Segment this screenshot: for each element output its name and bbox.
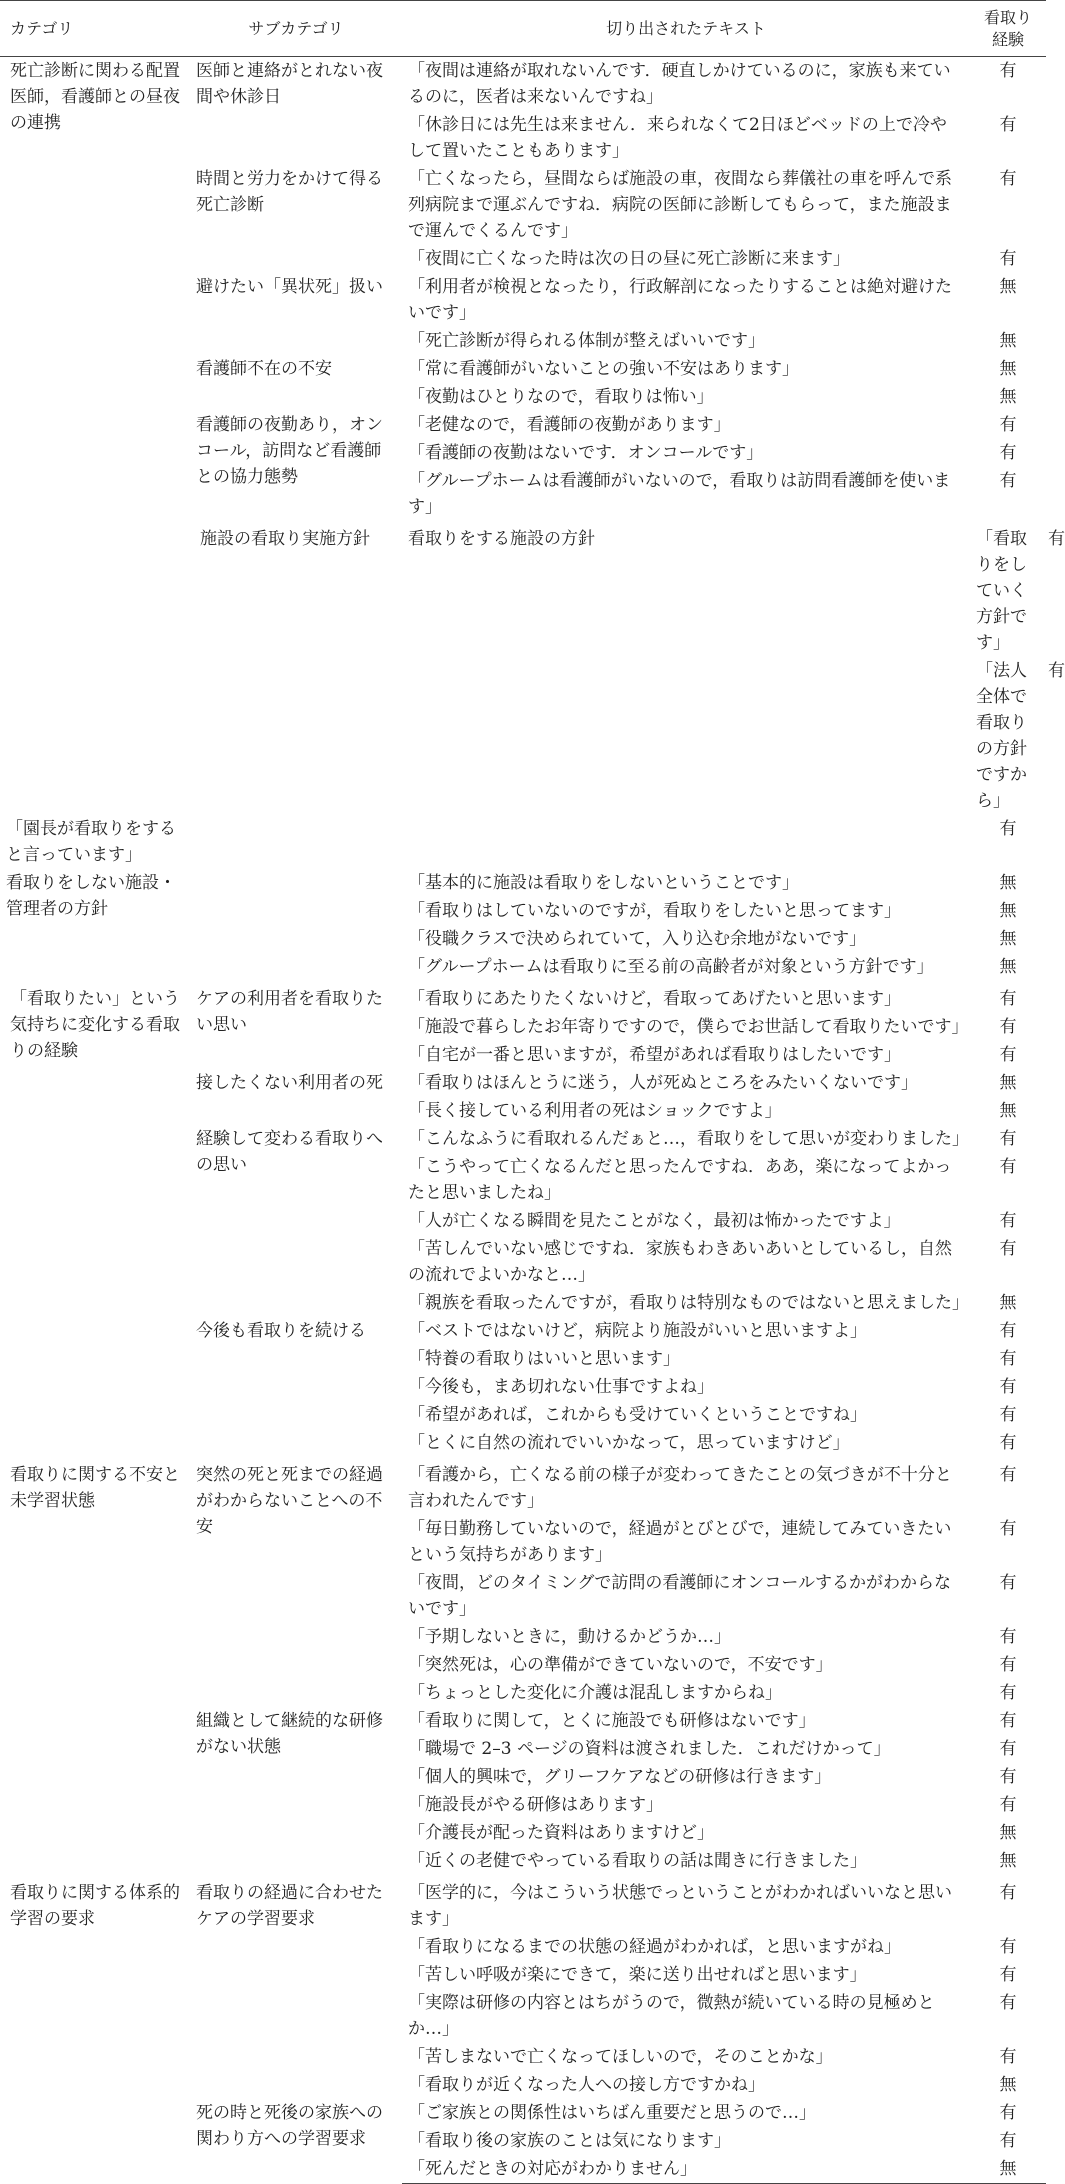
experience-cell: 有	[999, 1349, 1017, 1369]
quote-cell: 「こうやって亡くなるんだと思ったんですね．ああ，楽になってよかったと思いましたね」	[408, 1157, 952, 1203]
experience-cell: 無	[999, 1101, 1017, 1121]
quote-cell: 「今後も，まあ切れない仕事ですよね」	[408, 1377, 714, 1397]
quote-cell: 「看取り後の家族のことは気になります」	[408, 2131, 731, 2151]
subcategory-cell: 看護師の夜勤あり，オンコール，訪問など看護師との協力態勢	[196, 415, 383, 487]
experience-cell: 無	[999, 331, 1017, 351]
experience-cell: 有	[999, 1321, 1017, 1341]
quote-cell: 「法人全体で看取りの方針ですから」	[976, 661, 1027, 811]
experience-cell: 有	[999, 1017, 1017, 1037]
subcategory-cell: 時間と労力をかけて得る死亡診断	[196, 169, 383, 215]
quote-cell: 「グループホームは看護師がいないので，看取りは訪問看護師を使います」	[408, 471, 951, 517]
subcategory-cell: ケアの利用者を看取りたい思い	[196, 989, 383, 1035]
experience-cell: 無	[999, 1073, 1017, 1093]
category-cell: 死亡診断に関わる配置医師，看護師との昼夜の連携	[10, 61, 180, 133]
table-row: 「法人全体で看取りの方針ですから」 有	[0, 657, 1046, 815]
experience-cell: 有	[999, 1157, 1017, 1177]
table-header	[0, 1, 1046, 57]
quote-cell: 「予期しないときに，動けるかどうか…」	[408, 1627, 731, 1647]
experience-cell: 有	[999, 819, 1017, 839]
experience-cell: 有	[999, 61, 1017, 81]
quote-cell: 「苦しまないで亡くなってほしいので，そのことかな」	[408, 2047, 833, 2067]
category-cell: 看取りに関する不安と未学習状態	[10, 1465, 180, 1511]
experience-cell: 無	[999, 2075, 1017, 2095]
table-row	[0, 1457, 1046, 1515]
quote-cell: 「自宅が一番と思いますが，希望があれば看取りはしたいです」	[408, 1045, 901, 1065]
experience-cell: 有	[999, 1711, 1017, 1731]
experience-cell: 有	[999, 2047, 1017, 2067]
quote-cell: 「希望があれば，これからも受けていくということですね」	[408, 1405, 867, 1425]
quote-cell: 「看取りはしていないのですが，看取りをしたいと思ってます」	[408, 901, 901, 921]
experience-cell: 有	[999, 169, 1017, 189]
quote-cell: 「長く接している利用者の死はショックですよ」	[408, 1101, 782, 1121]
experience-cell: 無	[999, 957, 1017, 977]
quote-cell: 「休診日には先生は来ません．来られなくて2日ほどベッドの上で冷やして置いたこともあります」	[408, 115, 947, 161]
quote-cell: 「看護師の夜勤はないです．オンコールです」	[408, 443, 764, 463]
text-header: 切り出されたテキスト	[402, 1, 970, 57]
quote-cell: 「特養の看取りはいいと思います」	[408, 1349, 680, 1369]
experience-cell: 無	[999, 277, 1017, 297]
experience-cell: 有	[999, 1377, 1017, 1397]
quote-cell: 「夜間，どのタイミングで訪問の看護師にオンコールするかがわからないです」	[408, 1573, 951, 1619]
experience-cell: 有	[999, 1045, 1017, 1065]
subcategory-cell: 看取りの経過に合わせたケアの学習要求	[196, 1883, 383, 1929]
experience-cell: 有	[999, 1883, 1017, 1903]
experience-cell: 無	[999, 1823, 1017, 1843]
quote-cell: 「人が亡くなる瞬間を見たことがなく，最初は怖かったですよ」	[408, 1211, 901, 1231]
experience-cell: 有	[999, 1795, 1017, 1815]
quote-cell: 「死んだときの対応がわかりません」	[402, 2155, 970, 2184]
experience-cell: 有	[999, 1239, 1017, 1259]
quote-cell: 「亡くなったら，昼間ならば施設の車，夜間なら葬儀社の車を呼んで系列病院まで運ぶんですね．病院の医師に診断してもらって，また施設まで運んでくるんです」	[408, 169, 952, 241]
quote-cell: 「夜勤はひとりなので，看取りは怖い」	[408, 387, 714, 407]
subcategory-cell: 避けたい「異状死」扱い	[196, 277, 383, 297]
quote-cell: 「老健なので，看護師の夜勤があります」	[408, 415, 731, 435]
quote-cell: 「こんなふうに看取れるんだぁと…，看取りをして思いが変わりました」	[408, 1129, 969, 1149]
experience-cell: 有	[999, 1433, 1017, 1453]
experience-cell: 有	[999, 1965, 1017, 1985]
subcategory-cell: 医師と連絡がとれない夜間や休診日	[196, 61, 383, 107]
experience-cell: 有	[999, 115, 1017, 135]
subcategory-cell: 看護師不在の不安	[196, 359, 332, 379]
quote-cell: 「看取りに関して，とくに施設でも研修はないです」	[408, 1711, 816, 1731]
experience-cell: 無	[999, 1293, 1017, 1313]
quote-cell: 「グループホームは看取りに至る前の高齢者が対象という方針です」	[408, 957, 934, 977]
experience-cell: 無	[999, 1851, 1017, 1871]
experience-cell: 有	[999, 1937, 1017, 1957]
subcategory-header: サブカテゴリ	[190, 1, 402, 57]
experience-cell: 有	[999, 1405, 1017, 1425]
experience-cell: 有	[999, 1129, 1017, 1149]
experience-cell: 有	[999, 1767, 1017, 1787]
subcategory-cell: 死の時と死後の家族への関わり方への学習要求	[196, 2103, 383, 2149]
subcategory-cell: 接したくない利用者の死	[196, 1073, 383, 1093]
quote-cell: 「実際は研修の内容とはちがうので，微熱が続いている時の見極めとか…」	[408, 1993, 935, 2039]
subcategory-cell: 突然の死と死までの経過がわからないことへの不安	[196, 1465, 383, 1537]
quote-cell: 「苦しんでいない感じですね．家族もわきあいあいとしているし，自然の流れでよいかなと…」	[408, 1239, 952, 1285]
quote-cell: 「とくに自然の流れでいいかなって，思っていますけど」	[408, 1433, 850, 1453]
quote-cell: 「看取りになるまでの状態の経過がわかれば，と思いますがね」	[408, 1937, 901, 1957]
experience-cell: 無	[999, 901, 1017, 921]
quote-cell: 「看取りはほんとうに迷う，人が死ぬところをみたいくないです」	[408, 1073, 918, 1093]
experience-cell: 有	[999, 443, 1017, 463]
quote-cell: 「個人的興味で，グリーフケアなどの研修は行きます」	[408, 1767, 832, 1787]
table-row	[0, 57, 1046, 112]
quote-cell: 「ご家族との関係性はいちばん重要だと思うので…」	[408, 2103, 816, 2123]
quote-cell: 「親族を看取ったんですが，看取りは特別なものではないと思えました」	[408, 1293, 969, 1313]
experience-cell: 有	[999, 1627, 1017, 1647]
quote-cell: 「園長が看取りをすると言っています」	[6, 819, 176, 865]
experience-cell: 無	[970, 2155, 1046, 2184]
quote-cell: 「近くの老健でやっている看取りの話は聞きに行きました」	[408, 1851, 867, 1871]
table-body	[0, 57, 1065, 2184]
subcategory-cell: 看取りをしない施設・管理者の方針	[6, 873, 176, 919]
experience-cell: 有	[999, 1655, 1017, 1675]
quote-cell: 「介護長が配った資料はありますけど」	[408, 1823, 714, 1843]
quote-cell: 「職場で 2–3 ページの資料は渡されました．これだけかって」	[408, 1739, 891, 1759]
quote-cell: 「苦しい呼吸が楽にできて，楽に送り出せればと思います」	[408, 1965, 867, 1985]
experience-cell: 有	[999, 1519, 1017, 1539]
quote-cell: 「医学的に，今はこういう状態でっということがわかればいいなと思います」	[408, 1883, 952, 1929]
experience-cell: 有	[999, 1683, 1017, 1703]
quote-cell: 「役職クラスで決められていて，入り込む余地がないです」	[408, 929, 867, 949]
table-row	[0, 869, 1046, 897]
experience-cell: 無	[999, 929, 1017, 949]
subcategory-cell: 今後も看取りを続ける	[196, 1321, 366, 1341]
experience-cell: 有	[999, 1465, 1017, 1485]
quote-cell: 「利用者が検視となったり，行政解剖になったりすることは絶対避けたいです」	[408, 277, 952, 323]
category-cell: 「看取りたい」という気持ちに変化する看取りの経験	[10, 989, 180, 1061]
quote-cell: 「ちょっとした変化に介護は混乱しますからね」	[408, 1683, 782, 1703]
quote-cell: 「夜間に亡くなった時は次の日の昼に死亡診断に来ます」	[408, 249, 850, 269]
quote-cell: 「施設で暮らしたお年寄りですので，僕らでお世話して看取りたいです」	[408, 1017, 969, 1037]
quote-cell: 「看取りが近くなった人への接し方ですかね」	[408, 2075, 765, 2095]
subcategory-cell: 経験して変わる看取りへの思い	[196, 1129, 383, 1175]
quote-cell: 「突然死は，心の準備ができていないので，不安です」	[408, 1655, 833, 1675]
quote-cell: 「死亡診断が得られる体制が整えばいいです」	[408, 331, 765, 351]
quote-cell: 「看護から，亡くなる前の様子が変わってきたことの気づきが不十分と言われたんです」	[408, 1465, 952, 1511]
experience-cell: 有	[999, 1573, 1017, 1593]
quote-cell: 「常に看護師がいないことの強い不安はあります」	[408, 359, 799, 379]
table-row	[0, 1875, 1046, 1933]
experience-cell: 有	[999, 2103, 1017, 2123]
experience-cell: 有	[999, 249, 1017, 269]
experience-cell: 有	[999, 1993, 1017, 2013]
quote-cell: 「基本的に施設は看取りをしないということです」	[408, 873, 799, 893]
experience-cell: 有	[999, 1739, 1017, 1759]
subcategory-cell: 看取りをする施設の方針	[408, 529, 595, 549]
experience-header-label: 看取り経験	[984, 7, 1033, 49]
experience-cell: 有	[999, 1211, 1017, 1231]
quote-cell: 「ベストではないけど，病院より施設がいいと思いますよ」	[408, 1321, 867, 1341]
subcategory-cell: 組織として継続的な研修がない状態	[196, 1711, 383, 1757]
experience-header	[970, 1, 1046, 57]
category-cell: 施設の看取り実施方針	[200, 529, 370, 549]
experience-cell: 無	[999, 359, 1017, 379]
experience-cell: 有	[999, 2131, 1017, 2151]
quote-cell: 「看取りをしていく方針です」	[976, 529, 1027, 653]
table-row	[0, 981, 1046, 1013]
experience-cell: 有	[999, 989, 1017, 1009]
quote-cell: 「看取りにあたりたくないけど，看取ってあげたいと思います」	[408, 989, 901, 1009]
quote-cell: 「夜間は連絡が取れないんです．硬直しかけているのに，家族も来ているのに，医者は来ないんですね」	[408, 61, 951, 107]
experience-cell: 有	[999, 471, 1017, 491]
quote-cell: 「施設長がやる研修はあります」	[408, 1795, 663, 1815]
category-cell: 看取りに関する体系的学習の要求	[10, 1883, 180, 1929]
experience-cell: 無	[999, 387, 1017, 407]
experience-cell: 有	[999, 415, 1017, 435]
experience-cell: 無	[999, 873, 1017, 893]
category-header: カテゴリ	[0, 1, 190, 57]
table-row: 施設の看取り実施方針 看取りをする施設の方針 「看取りをしていく方針です」 有	[0, 521, 1046, 657]
quote-cell: 「毎日勤務していないので，経過がとびとびで，連続してみていきたいという気持ちがあります」	[408, 1519, 952, 1565]
